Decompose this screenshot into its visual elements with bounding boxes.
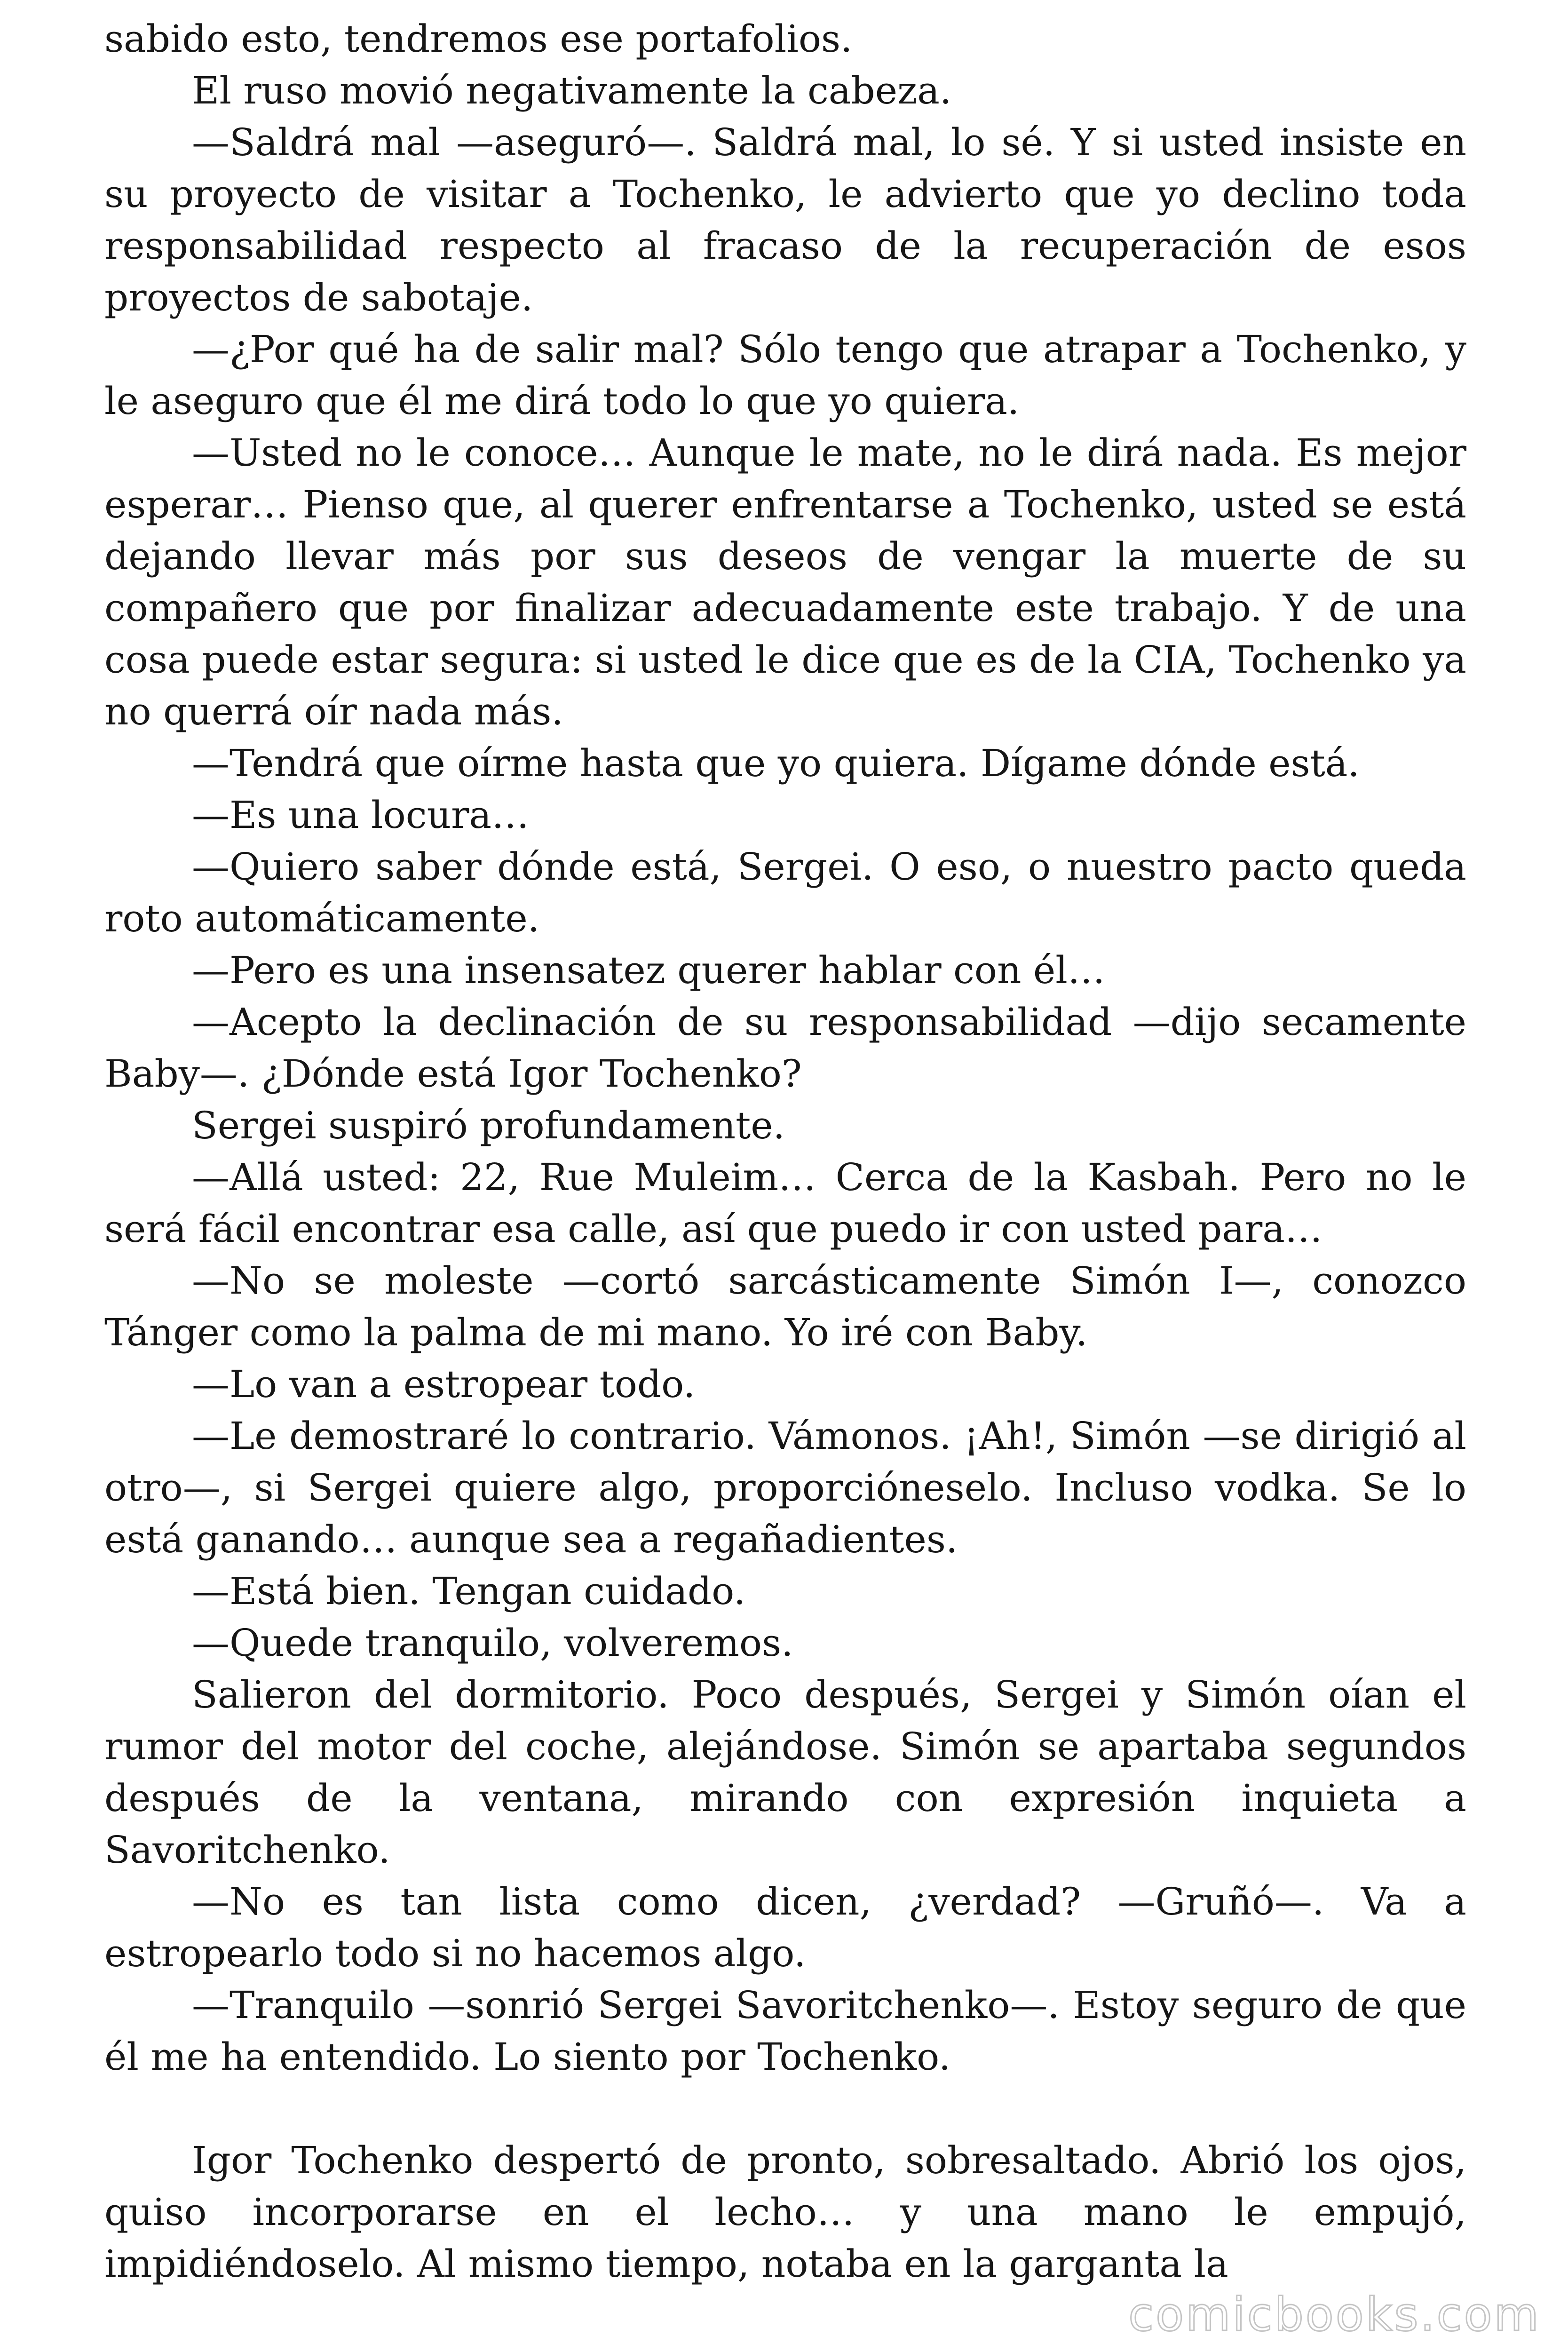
paragraph-19: —No es tan lista como dicen, ¿verdad? —Gruñó—. Va a estropearlo todo si no hacemos algo. [104, 1880, 1466, 1975]
paragraph-9: —Pero es una insensatez querer hablar con él… [192, 948, 1105, 992]
paragraph-21: Igor Tochenko despertó de pronto, sobresaltado. Abrió los ojos, quiso incorporarse en el lecho… y una mano le empujó, impidiéndoselo. Al mismo tiempo, notaba en la garganta la [104, 2138, 1466, 2286]
paragraph-20: —Tranquilo —sonrió Sergei Savoritchenko—. Estoy seguro de que él me ha entendido. Lo siento por Tochenko. [104, 1983, 1466, 2079]
paragraph-15: —Le demostraré lo contrario. Vámonos. ¡Ah!, Simón —se dirigió al otro—, si Sergei quiere algo, proporcióneselo. Incluso vodka. Se lo está ganando… aunque sea a regañadientes. [104, 1414, 1466, 1561]
paragraph-7: —Es una locura… [192, 793, 530, 837]
paragraph-8: —Quiero saber dónde está, Sergei. O eso, o nuestro pacto queda roto automáticamente. [104, 845, 1466, 940]
watermark: comicbooks.com [1128, 2288, 1541, 2342]
paragraph-5: —Usted no le conoce… Aunque le mate, no le dirá nada. Es mejor esperar… Pienso que, al querer enfrentarse a Tochenko, usted se está dejando llevar más por sus deseos de vengar la muerte de su compañero que por finalizar adecuadamente este trabajo. Y de una cosa puede estar segura: si usted le dice que es de la CIA, Tochenko ya no querrá oír nada más. [104, 431, 1466, 733]
paragraph-13: —No se moleste —cortó sarcásticamente Simón I—, conozco Tánger como la palma de mi mano. Yo iré con Baby. [104, 1259, 1466, 1354]
paragraph-17: —Quede tranquilo, volveremos. [192, 1621, 793, 1665]
paragraph-12: —Allá usted: 22, Rue Muleim… Cerca de la Kasbah. Pero no le será fácil encontrar esa calle, así que puedo ir con usted para… [104, 1155, 1466, 1251]
paragraph-10: —Acepto la declinación de su responsabilidad —dijo secamente Baby—. ¿Dónde está Igor Tochenko? [104, 1000, 1466, 1096]
paragraph-1: sabido esto, tendremos ese portafolios. [104, 17, 853, 61]
paragraph-6: —Tendrá que oírme hasta que yo quiera. Dígame dónde está. [192, 741, 1360, 785]
paragraph-4: —¿Por qué ha de salir mal? Sólo tengo que atrapar a Tochenko, y le aseguro que él me dirá todo lo que yo quiera. [104, 327, 1466, 423]
paragraph-16: —Está bien. Tengan cuidado. [192, 1569, 746, 1613]
paragraph-18: Salieron del dormitorio. Poco después, Sergei y Simón oían el rumor del motor del coche, alejándose. Simón se apartaba segundos después de la ventana, mirando con expresión inquieta a Savoritchenko. [104, 1673, 1466, 1872]
paragraph-11: Sergei suspiró profundamente. [192, 1104, 785, 1147]
text-column [104, 13, 1466, 2290]
paragraph-2: El ruso movió negativamente la cabeza. [192, 69, 952, 112]
paragraph-3: —Saldrá mal —aseguró—. Saldrá mal, lo sé. Y si usted insiste en su proyecto de visitar a Tochenko, le advierto que yo declino toda responsabilidad respecto al fracaso de la recuperación de esos proyectos de sabotaje. [104, 120, 1466, 319]
paragraph-14: —Lo van a estropear todo. [192, 1362, 696, 1406]
